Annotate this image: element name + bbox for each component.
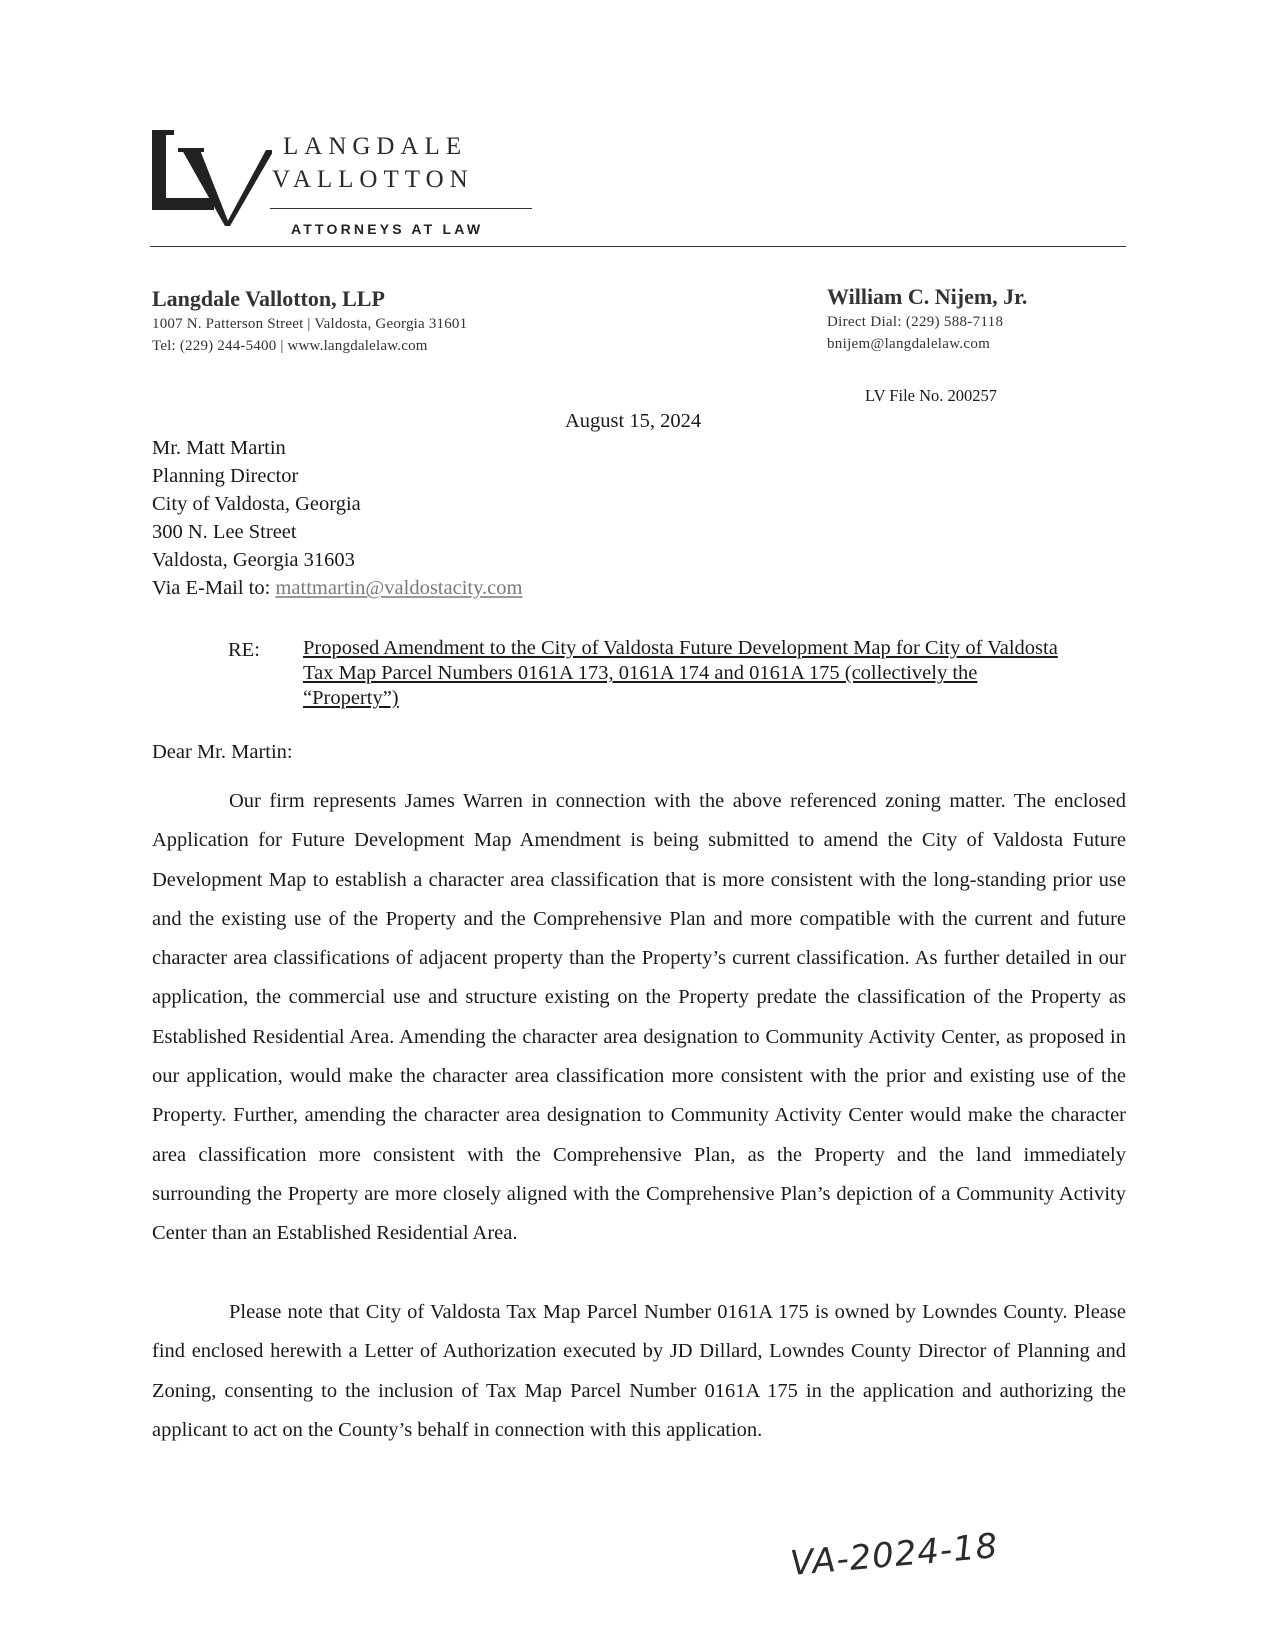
body-paragraph-2: Please note that City of Valdosta Tax Map Parcel Number 0161A 175 is owned by Lowndes County. Please find enclosed herewith a Letter of Authorization executed by JD Dillard, Lowndes County Director of Planning and Zoning, consenting to the inclusion of Tax Map Parcel Number 0161A 175 in the application and authorizing the applicant to act on the County’s behalf in connection with this application. <box>152 1301 1126 1441</box>
body-paragraph-1: Our firm represents James Warren in connection with the above referenced zoning matter. The enclosed Application for Future Development Map Amendment is being submitted to amend the City of Valdosta Future Development Map to establish a character area classification that is more consistent with the long-standing prior use and the existing use of the Property and the Comprehensive Plan and more compatible with the current and future character area classifications of adjacent property than the Property’s current classification. As further detailed in our application, the commercial use and structure existing on the Property predate the classification of the Property as Established Residential Area. Amending the character area designation to Community Activity Center, as proposed in our application, would make the character area classification more consistent with the prior and existing use of the Property. Further, amending the character area designation to Community Activity Center would make the character area classification more consistent with the Comprehensive Plan, as the Property and the land immediately surrounding the Property are more closely aligned with the Comprehensive Plan’s depiction of a Community Activity Center than an Established Residential Area. <box>152 790 1126 1245</box>
firm-logo-mark <box>152 122 272 232</box>
handwritten-case-number: VA-2024-18 <box>788 1525 1000 1585</box>
logo-divider <box>270 208 532 209</box>
re-subject: Proposed Amendment to the City of Valdosta Future Development Map for City of Valdosta Tax Map Parcel Numbers 0161A 173, 0161A 174 and 0161A 175 (collectively the “Property”) <box>303 637 1058 709</box>
recipient-org: City of Valdosta, Georgia <box>152 493 361 515</box>
recipient-city: Valdosta, Georgia 31603 <box>152 549 355 571</box>
via-label: Via E-Mail to: <box>152 577 271 599</box>
firm-name: Langdale Vallotton, LLP <box>152 286 385 311</box>
attorney-name: William C. Nijem, Jr. <box>827 284 1028 309</box>
firm-contact: Tel: (229) 244-5400 | www.langdalelaw.com <box>152 338 428 354</box>
letter-date: August 15, 2024 <box>565 410 702 432</box>
recipient-email-link[interactable]: mattmartin@valdostacity.com <box>275 577 523 599</box>
recipient-name: Mr. Matt Martin <box>152 437 286 459</box>
logo-tagline: ATTORNEYS AT LAW <box>291 221 484 237</box>
logo-word-vallotton: VALLOTTON <box>272 166 474 193</box>
letterhead-rule <box>150 246 1126 247</box>
attorney-email: bnijem@langdalelaw.com <box>827 336 991 352</box>
file-number: LV File No. 200257 <box>865 386 998 405</box>
firm-address: 1007 N. Patterson Street | Valdosta, Georgia 31601 <box>152 316 468 332</box>
re-label: RE: <box>228 639 260 661</box>
recipient-title: Planning Director <box>152 465 299 487</box>
logo-word-langdale: LANGDALE <box>283 133 468 160</box>
recipient-street: 300 N. Lee Street <box>152 521 297 543</box>
recipient-via <box>152 577 522 600</box>
attorney-direct-dial: Direct Dial: (229) 588-7118 <box>827 314 1004 330</box>
salutation: Dear Mr. Martin: <box>152 741 293 763</box>
